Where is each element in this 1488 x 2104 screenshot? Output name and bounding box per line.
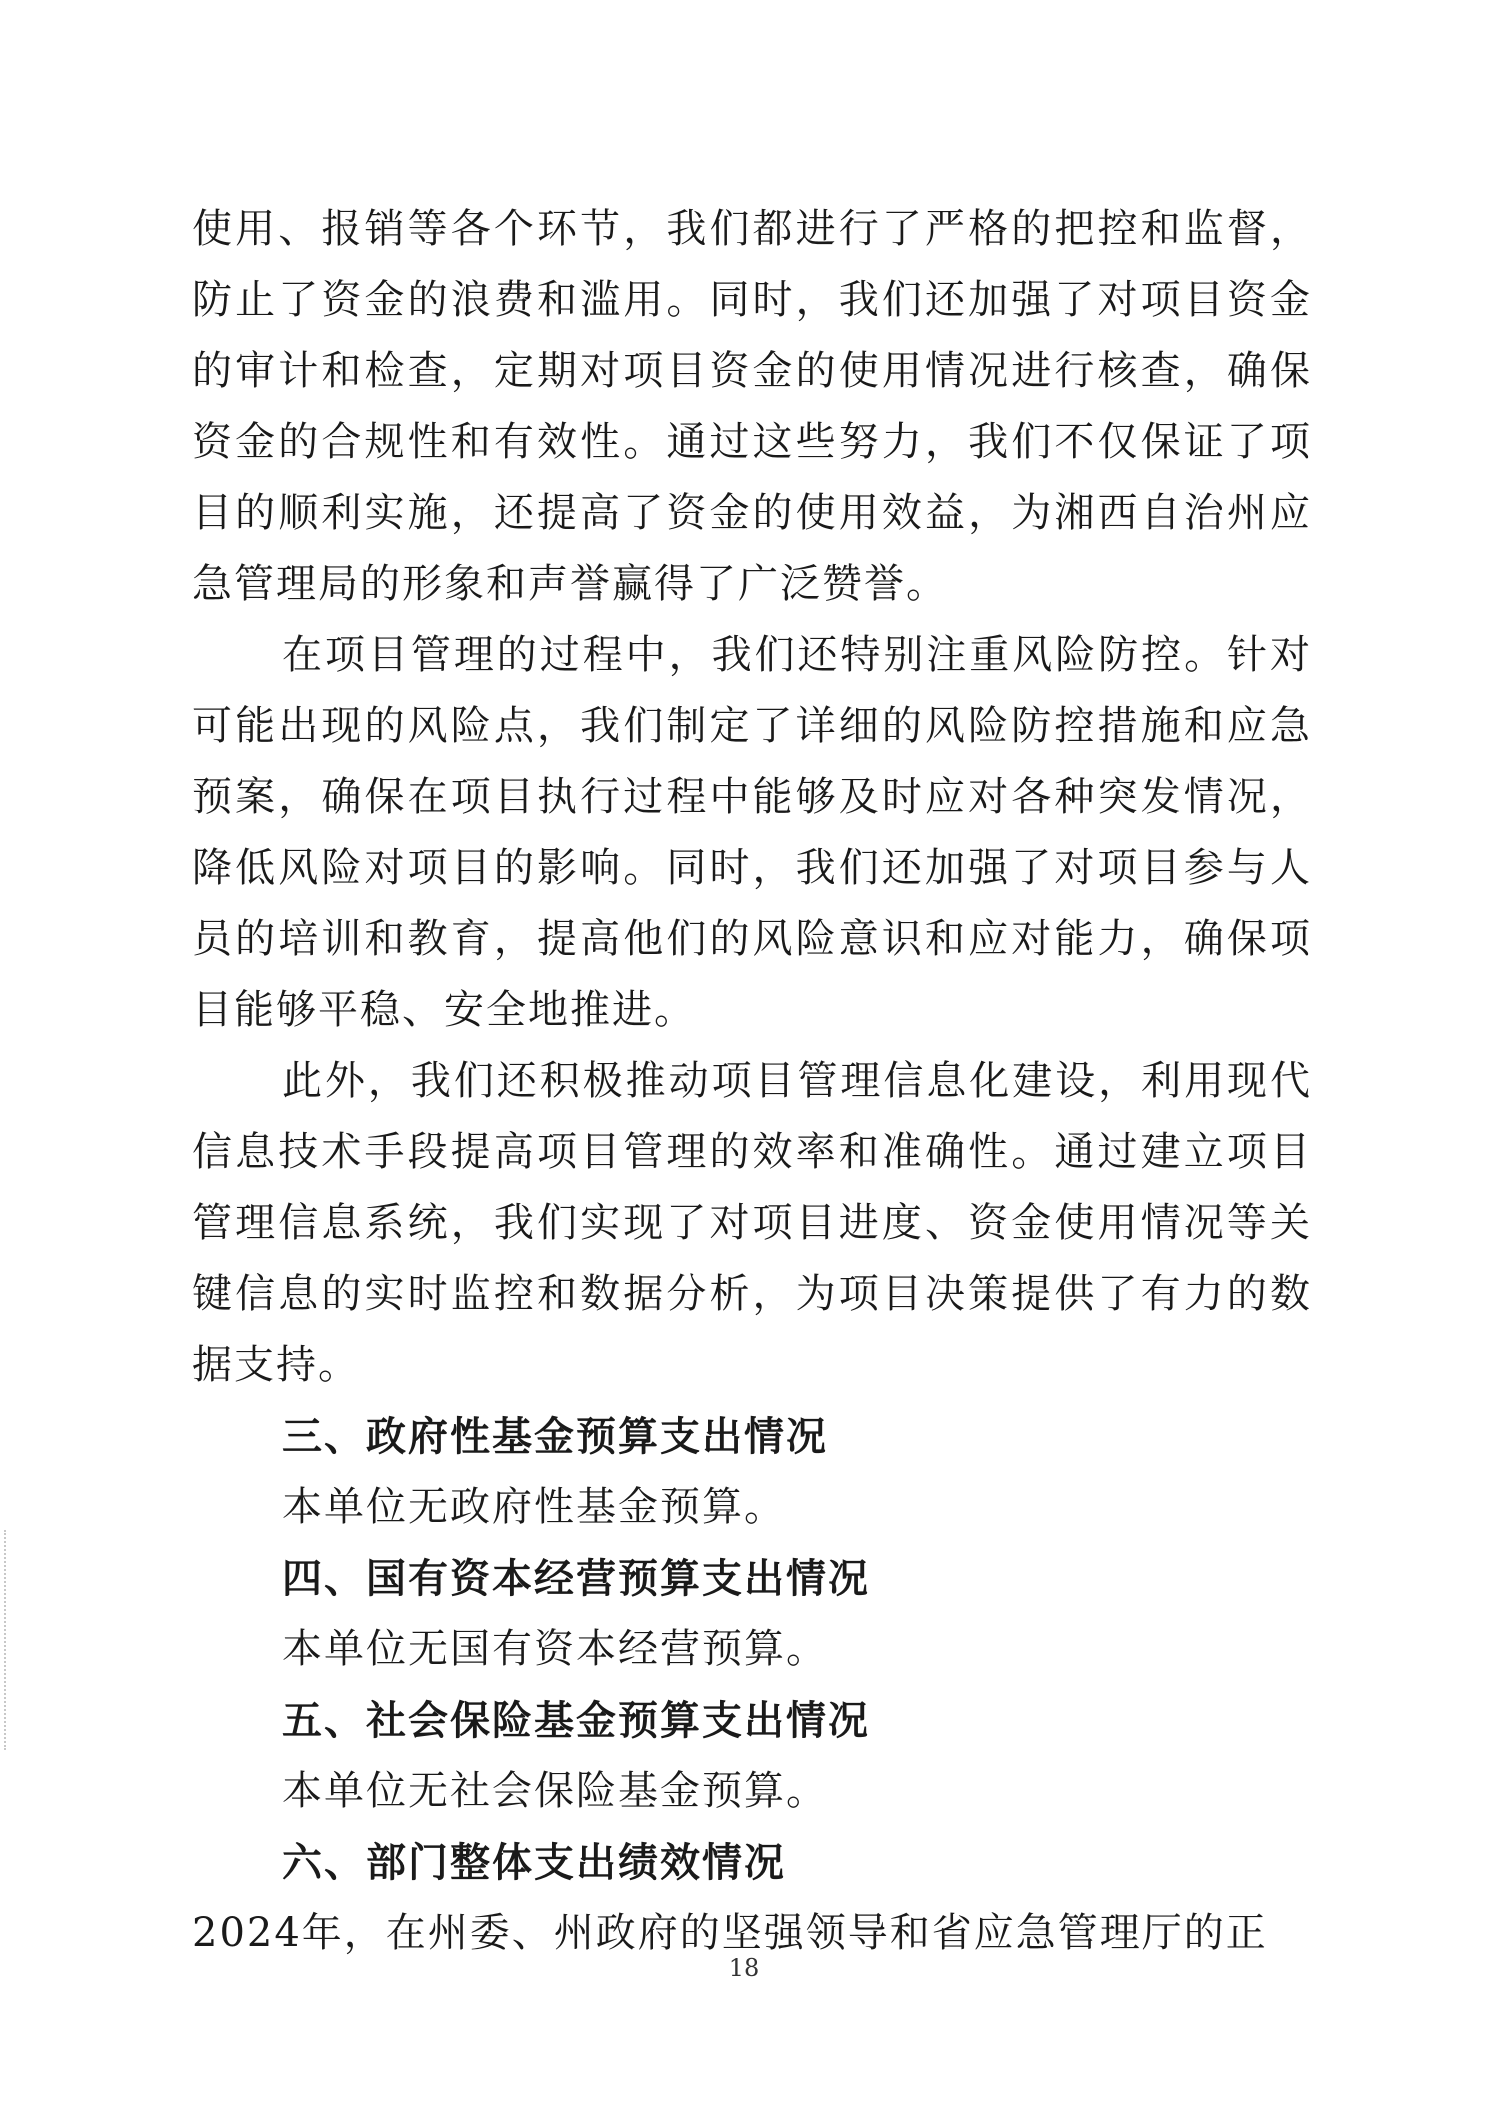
section-body-state-capital: 本单位无国有资本经营预算。: [282, 1626, 828, 1672]
section-body-government-fund: 本单位无政府性基金预算。: [282, 1484, 786, 1530]
paragraph-informatization: 此外，我们还积极推动项目管理信息化建设，利用现代信息技术手段提高项目管理的效率和准确性。通过建立项目管理信息系统，我们实现了对项目进度、资金使用情况等关键信息的实时监控和数据分析，为项目决策提供了有力的数据支持。: [192, 1058, 1312, 1388]
document-body: [192, 194, 1312, 1969]
binding-marks: [4, 1530, 12, 1750]
paragraph-funds-control: 使用、报销等各个环节，我们都进行了严格的把控和监督，防止了资金的浪费和滥用。同时，我们还加强了对项目资金的审计和检查，定期对项目资金的使用情况进行核查，确保资金的合规性和有效性。通过这些努力，我们不仅保证了项目的顺利实施，还提高了资金的使用效益，为湘西自治州应急管理局的形象和声誉赢得了广泛赞誉。: [192, 206, 1312, 607]
section-heading-social-insurance: 五、社会保险基金预算支出情况: [282, 1697, 870, 1744]
page-number: 18: [728, 1954, 760, 1982]
paragraph-risk-control: 在项目管理的过程中，我们还特别注重风险防控。针对可能出现的风险点，我们制定了详细的风险防控措施和应急预案，确保在项目执行过程中能够及时应对各种突发情况，降低风险对项目的影响。同时，我们还加强了对项目参与人员的培训和教育，提高他们的风险意识和应对能力，确保项目能够平稳、安全地推进。: [192, 632, 1312, 1033]
section-heading-state-capital: 四、国有资本经营预算支出情况: [282, 1555, 870, 1602]
section-heading-government-fund: 三、政府性基金预算支出情况: [282, 1413, 828, 1460]
section-body-social-insurance: 本单位无社会保险基金预算。: [282, 1768, 828, 1814]
paragraph-closing: 2024年，在州委、州政府的坚强领导和省应急管理厅的正: [192, 1910, 1268, 1956]
section-heading-overall-performance: 六、部门整体支出绩效情况: [282, 1839, 786, 1886]
